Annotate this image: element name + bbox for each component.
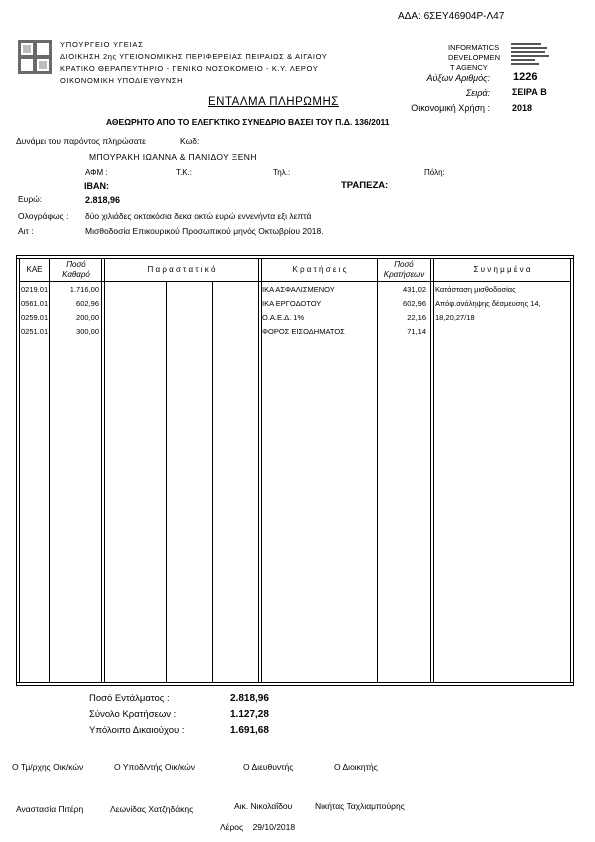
total-kratiseis-value: 1.127,28 bbox=[230, 709, 269, 720]
col-header-poso-kratiseon: Ποσό Κρατήσεων bbox=[383, 260, 425, 279]
signer-name-2: Λεωνίδας Χατζηδάκης bbox=[110, 804, 194, 814]
role-ypodiefthyntis: Ο Υποδ/ντής Οικ/κών bbox=[114, 762, 195, 772]
tk-label: Τ.Κ.: bbox=[176, 168, 193, 177]
signer-name-4: Νικήτας Ταχλιαμπούρης bbox=[315, 801, 405, 811]
seira-value: ΣΕΙΡΑ Β bbox=[512, 87, 547, 97]
header-department: ΟΙΚΟΝΟΜΙΚΗ ΥΠΟΔΙΕΥΘΥΝΣΗ bbox=[60, 76, 184, 85]
total-entalma-value: 2.818,96 bbox=[230, 693, 269, 704]
row-poso-kratisis: 71,14 bbox=[407, 327, 426, 336]
header-ministry: ΥΠΟΥΡΓΕΙΟ ΥΓΕΙΑΣ bbox=[60, 40, 144, 49]
col-header-kratiseis: Κ ρ α τ ή σ ε ι ς bbox=[292, 265, 347, 274]
row-poso: 200,00 bbox=[76, 313, 99, 322]
page-title: ΕΝΤΑΛΜΑ ΠΛΗΡΩΜΗΣ bbox=[208, 96, 339, 108]
col-header-synimmena: Σ υ ν η μ μ έ ν α bbox=[473, 265, 531, 274]
row-synimmena: Κατάσταση μισθοδοσίας bbox=[435, 285, 516, 294]
total-kratiseis-label: Σύνολο Κρατήσεων : bbox=[89, 709, 177, 720]
row-kratisi: ΙΚΑ ΕΡΓΟΔΟΤΟΥ bbox=[262, 299, 322, 308]
row-kae: 0561.01 bbox=[21, 299, 49, 308]
col-header-poso-katharo: Ποσό Καθαρό bbox=[62, 260, 90, 279]
role-tmimatarxis: Ο Τμ/ρχης Οικ/κών bbox=[12, 762, 84, 772]
til-label: Τηλ.: bbox=[273, 168, 291, 177]
digital-signature-mark bbox=[511, 43, 553, 73]
aukson-value: 1226 bbox=[513, 71, 538, 83]
col-header-kae: ΚΑΕ bbox=[26, 265, 43, 274]
row-synimmena: 18,20,27/18 bbox=[435, 313, 475, 322]
total-entalma-label: Ποσό Εντάλματος : bbox=[89, 693, 170, 704]
row-poso-kratisis: 431,02 bbox=[403, 285, 426, 294]
row-kratisi: ΦΟΡΟΣ ΕΙΣΟΔΗΜΑΤΟΣ bbox=[262, 327, 345, 336]
row-synimmena: Απόφ.ανάληψης δέσμευσης 14, bbox=[435, 299, 541, 308]
afm-label: ΑΦΜ : bbox=[85, 168, 108, 177]
row-kratisi: ΙΚΑ ΑΣΦΑΛΙΣΜΕΝΟΥ bbox=[262, 285, 335, 294]
aitia-value: Μισθοδοσία Επικουρικού Προσωπικού μηνός Οκτωβρίου 2018. bbox=[85, 226, 324, 236]
seira-label: Σειρά: bbox=[465, 88, 490, 98]
subtitle: ΑΘΕΩΡΗΤΟ ΑΠΟ ΤΟ ΕΛΕΓΚΤΙΚΟ ΣΥΝΕΔΡΙΟ ΒΑΣΕΙ ΤΟΥ Π.Δ. 136/2011 bbox=[106, 117, 390, 127]
aitia-label: Αιτ : bbox=[18, 226, 34, 236]
payee-name: ΜΠΟΥΡΑΚΗ ΙΩΑΝΝΑ & ΠΑΝΙΔΟΥ ΞΕΝΗ bbox=[89, 152, 257, 162]
row-poso-kratisis: 602,96 bbox=[403, 299, 426, 308]
ada-code: ΑΔΑ: 6ΣΕΥ46904Ρ-Λ47 bbox=[398, 11, 505, 22]
row-kae: 0251.01 bbox=[21, 327, 49, 336]
role-diefthyntis: Ο Διευθυντής bbox=[243, 762, 294, 772]
total-ypoloipo-label: Υπόλοιπο Δικαιούχου : bbox=[89, 725, 185, 736]
row-poso: 602,96 bbox=[76, 299, 99, 308]
iban-label: IBAN: bbox=[84, 181, 109, 191]
euro-label: Ευρώ: bbox=[18, 194, 43, 204]
olografos-value: δύο χιλιάδες οκτακόσια δεκα οκτώ ευρώ εννενήντα εξι λεπτά bbox=[85, 211, 312, 221]
payee-code-label: Κωδ: bbox=[180, 136, 200, 146]
total-ypoloipo-value: 1.691,68 bbox=[230, 725, 269, 736]
xrisi-value: 2018 bbox=[512, 103, 533, 113]
payee-intro: Δυνάμει του παρόντος πληρώσατε bbox=[16, 136, 146, 146]
row-poso-kratisis: 22,16 bbox=[407, 313, 426, 322]
row-kae: 0219.01 bbox=[21, 285, 49, 294]
row-kae: 0259.01 bbox=[21, 313, 49, 322]
signer-name-1: Αναστασία Πιτέρη bbox=[16, 804, 84, 814]
row-kratisi: Ο.Α.Ε.Δ. 1% bbox=[262, 313, 305, 322]
aukson-label: Αύξων Αριθμός: bbox=[426, 73, 490, 83]
place-date: Λέρος 29/10/2018 bbox=[220, 822, 296, 832]
header-region: ΔΙΟΙΚΗΣΗ 2ης ΥΓΕΙΟΝΟΜΙΚΗΣ ΠΕΡΙΦΕΡΕΙΑΣ ΠΕΙΡΑΙΩΣ & ΑΙΓΑΙΟΥ bbox=[60, 52, 328, 61]
xrisi-label: Οικονομική Χρήση : bbox=[411, 103, 490, 113]
agency-stamp: INFORMATICS DEVELOPMEN T AGENCY bbox=[448, 43, 501, 72]
signer-name-3: Αικ. Νικολαΐδου bbox=[234, 801, 293, 811]
col-header-parastatiko: Π α ρ α σ τ α τ ι κ ό bbox=[147, 265, 216, 274]
row-poso: 300,00 bbox=[76, 327, 99, 336]
ministry-logo bbox=[18, 40, 52, 74]
header-hospital: ΚΡΑΤΙΚΟ ΘΕΡΑΠΕΥΤΗΡΙΟ - ΓΕΝΙΚΟ ΝΟΣΟΚΟΜΕΙΟ - Κ.Υ. ΛΕΡΟΥ bbox=[60, 64, 319, 73]
olografos-label: Ολογράφως : bbox=[18, 211, 69, 221]
role-dioikitis: Ο Διοικητής bbox=[334, 762, 378, 772]
poli-label: Πόλη: bbox=[424, 168, 445, 177]
euro-value: 2.818,96 bbox=[85, 195, 121, 205]
trapeza-label: ΤΡΑΠΕΖΑ: bbox=[341, 180, 389, 191]
row-poso: 1.716,00 bbox=[69, 285, 99, 294]
